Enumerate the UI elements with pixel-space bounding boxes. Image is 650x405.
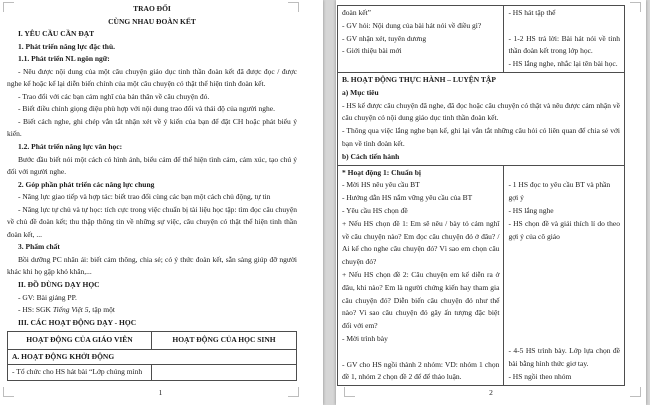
heading-nl-van-hoc: 1.2. Phát triển năng lực văn học:	[18, 142, 123, 152]
activities-table-page2	[337, 5, 625, 386]
gv-cell	[338, 166, 504, 386]
muc-tieu-label: a) Mục tiêu	[342, 87, 379, 97]
hoat-dong-1-title: * Hoạt động 1: Chuẩn bị	[342, 167, 421, 177]
para-chung-2: - Năng lực tự chủ và tự học: tích cực trong việc chuẩn bị tài liệu học tập: tìm đọc câu chuyện về chủ đề đoàn kết; thu thập thông tin về những sự việc, câu chuyện có thật thể hiện tinh thần đoàn kết, ...	[7, 204, 297, 239]
heading-yeu-cau-can-dat: I. YÊU CẦU CẦN ĐẠT	[18, 29, 95, 39]
hs-cell-empty	[152, 365, 296, 380]
gv-line: - Yêu cầu HS chọn đề	[342, 205, 408, 215]
gv-line: - GV nhận xét, tuyên dương	[342, 33, 427, 43]
gv-cell	[338, 6, 504, 72]
hs-line: - 4-5 HS trình bày. Lớp lựa chọn đề bài bằng hình thức giơ tay.	[508, 346, 620, 369]
page-number-1: 1	[158, 388, 163, 397]
table-row	[8, 364, 296, 380]
hs-line: - HS lắng nghe, nhắc lại tên bài học.	[508, 59, 618, 69]
heading-pham-chat: 3. Phẩm chất	[18, 242, 60, 252]
page-number-2: 2	[489, 388, 493, 397]
gv-cell: - Tổ chức cho HS hát bài “Lớp chúng mình	[8, 365, 152, 380]
section-b-label: B. HOẠT ĐỘNG THỰC HÀNH – LUYỆN TẬP	[342, 74, 496, 84]
hs-materials-suffix: , tập một	[88, 305, 115, 315]
hs-materials-book-title: Tiếng Việt 5	[52, 305, 89, 315]
para-van-hoc: Bước đầu biết nói một cách có hình ảnh, biểu cảm để thể hiện tình cảm, cảm xúc, tạo chú ý đối với người nghe.	[7, 154, 297, 177]
table-row-hoat-dong-1	[338, 165, 624, 386]
hs-line: - HS hát tập thể	[508, 8, 556, 17]
heading-nl-ngon-ngu: 1.1. Phát triển NL ngôn ngữ:	[18, 54, 110, 64]
page-1[interactable]	[0, 0, 323, 405]
gv-line: + Nếu HS chọn đề 2: Câu chuyện em kể diễn ra ở đâu, khi nào? Em là người chứng kiến hay tham gia câu chuyện đó? Diễn biến câu chuyện đó như thế nào? Vì sao câu chuyện đó gây ấn tượng đặc biệt đối với em?	[342, 269, 500, 331]
gv-line: - Hướng dẫn HS nắm vững yêu cầu của BT	[342, 193, 473, 203]
section-b-cell	[338, 73, 624, 165]
gv-line: - Mời trình bày	[342, 333, 388, 343]
heading-nang-luc-dac-thu: 1. Phát triển năng lực đặc thù.	[18, 41, 116, 51]
doc-title-line-2: CÙNG NHAU ĐOÀN KẾT	[108, 16, 196, 26]
gv-line: đoàn kết”	[342, 8, 371, 17]
gv-line: - Mời HS nêu yêu cầu BT	[342, 180, 420, 190]
heading-nang-luc-chung: 2. Góp phần phát triển các năng lực chung	[18, 179, 155, 189]
hs-line: - HS lắng nghe	[508, 205, 554, 215]
hs-cell	[504, 166, 624, 386]
heading-do-dung-day-hoc: II. ĐỒ DÙNG DẠY HỌC	[18, 280, 100, 290]
heading-cac-hoat-dong: III. CÁC HOẠT ĐỘNG DẠY - HỌC	[18, 317, 137, 327]
para-ngon-ngu-1: - Nêu được nội dung của một câu chuyện giáo dục tinh thần đoàn kết đã được đọc / được nghe kể hoặc kể lại diễn biến chính của một câu chuyện có thật thể hiện tình đoàn kết.	[7, 66, 297, 89]
table-row-khoi-dong-cont	[338, 6, 624, 72]
para-ngon-ngu-3: - Biết điều chỉnh giọng điệu phù hợp với nội dung trao đổi và thái độ của người nghe.	[18, 104, 275, 114]
hs-cell	[504, 6, 624, 72]
hs-line: - 1-2 HS trả lời: Bài hát nói về tinh thần đoàn kết trong lớp học.	[508, 33, 620, 56]
gv-line: + Nếu HS chọn đề 1: Em sẽ nêu / bày tỏ cảm nghĩ về câu chuyện nào? Em đọc câu chuyện đó ở đâu? / Ai kể cho nghe câu chuyện đó? Vì sao em chọn câu chuyện đó?	[342, 218, 500, 267]
muc-tieu-line: - Thông qua việc lắng nghe bạn kể, ghi lại vắn tắt những câu hỏi có liên quan để chia sẻ với bạn về tình đoàn kết.	[342, 126, 620, 148]
cach-tien-hanh-label: b) Cách tiến hành	[342, 151, 400, 161]
table-header-row	[8, 332, 296, 349]
para-ngon-ngu-4: - Biết cách nghe, ghi chép vắn tắt nhận xét về ý kiến của bạn để đặt CH hoặc phát biểu ý kiến.	[7, 116, 297, 139]
doc-title-line-1: TRAO ĐỔI	[133, 4, 171, 13]
para-ngon-ngu-2: - Trao đổi với các bạn cảm nghĩ của bản thân về câu chuyện đó.	[18, 91, 210, 101]
para-chung-1: - Năng lực giao tiếp và hợp tác: biết trao đổi cùng các bạn một cách chủ động, tự tin	[18, 192, 271, 202]
hs-line: - HS chọn đề và giải thích lí do theo gợi ý của cô giáo	[508, 218, 620, 241]
section-a-label: A. HOẠT ĐỘNG KHỞI ĐỘNG	[12, 351, 115, 361]
gv-line: - GV cho HS ngồi thành 2 nhóm: VD: nhóm 1 chọn đề 1, nhóm 2 chọn đề 2 để để thảo luận.	[342, 359, 500, 382]
gv-line: - Giới thiệu bài mới	[342, 46, 402, 56]
section-row-thuc-hanh	[338, 72, 624, 165]
page-2[interactable]	[336, 0, 646, 405]
section-row-khoi-dong	[8, 349, 296, 365]
muc-tieu-line: - HS kể được câu chuyện đã nghe, đã đọc hoặc câu chuyện có thật và nêu được cảm nhận về câu chuyện có nội dung giáo dục tinh thần đoàn kết.	[342, 100, 620, 123]
hs-line: - HS ngồi theo nhóm	[508, 371, 572, 381]
para-gv-materials: - GV: Bài giảng PP.	[18, 292, 77, 302]
gv-line: - GV hỏi: Nội dung của bài hát nói về điều gì?	[342, 20, 482, 30]
page-2-content	[336, 0, 646, 386]
hs-line: - 1 HS đọc to yêu cầu BT và phần gợi ý	[508, 180, 611, 203]
header-cell-giao-vien: HOẠT ĐỘNG CỦA GIÁO VIÊN	[8, 332, 152, 349]
activities-table-page1	[7, 331, 297, 381]
page-1-content	[0, 0, 323, 381]
para-pham-chat: Bồi dưỡng PC nhân ái: biết cảm thông, chia sẻ; có ý thức đoàn kết, sẵn sàng giúp đỡ người khác khi họ gặp khó khăn,...	[7, 254, 297, 277]
header-cell-hoc-sinh: HOẠT ĐỘNG CỦA HỌC SINH	[172, 335, 276, 345]
hs-materials-prefix: - HS: SGK	[18, 305, 53, 315]
para-hs-materials	[7, 304, 297, 317]
